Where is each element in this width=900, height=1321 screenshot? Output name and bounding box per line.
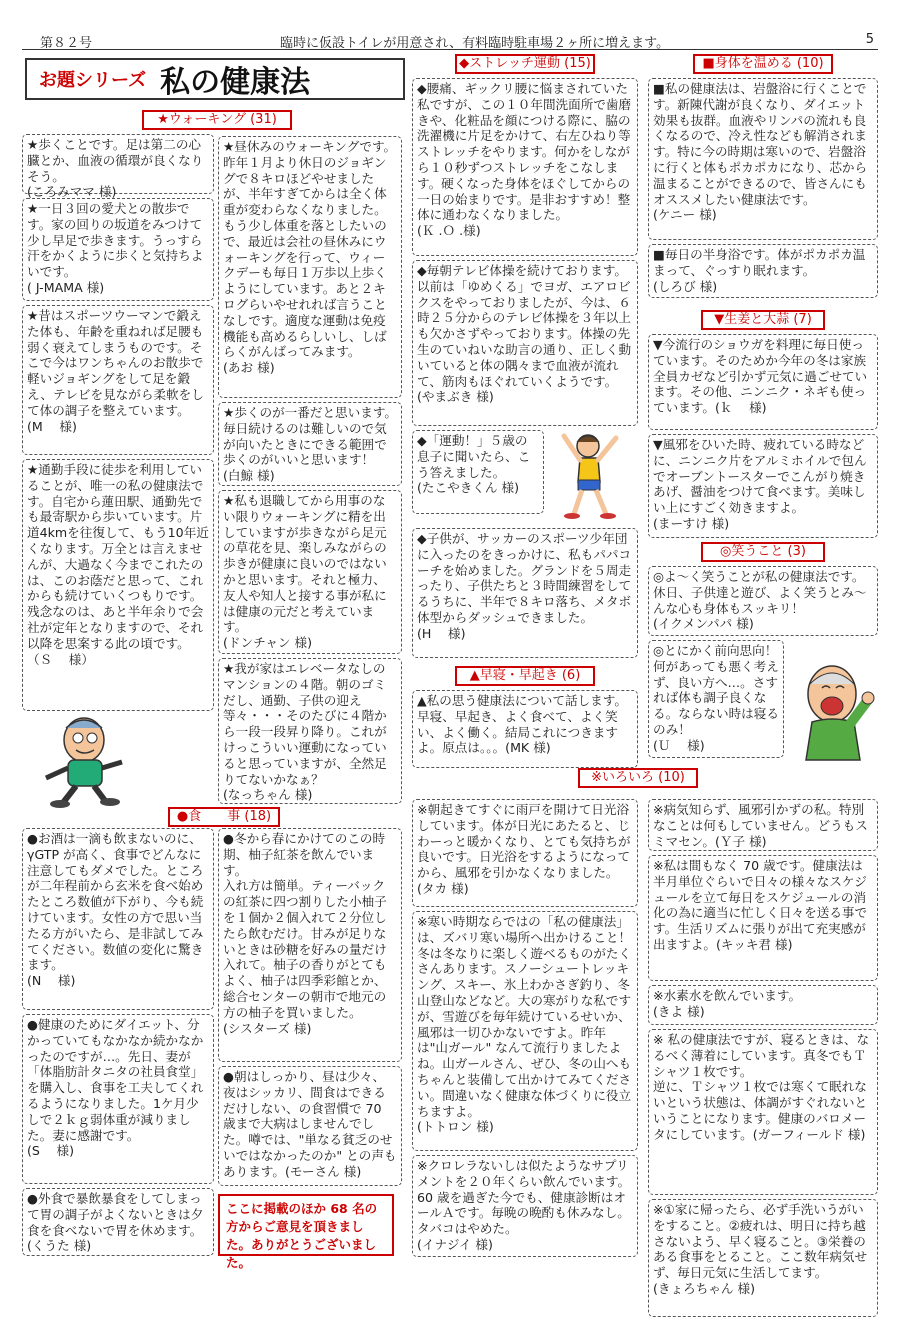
letter-box [648,1199,878,1317]
column-4 [648,54,878,762]
letter-box [22,305,214,455]
letter-text: ★私も退職してから用事のない限りウォーキングに精を出していますが歩きながら足元の草花を見、楽しみながらの歩きが健康に良いのではないかと思います。それと極力、友人や知人と接する事が私には健康の元だと考えています。 [223,493,387,635]
food-column-right [218,828,402,1190]
letter-box [218,658,402,804]
letter-box [412,430,544,514]
letter-text: ◆毎朝テレビ体操を続けております。以前は「ゆめくる」でヨガ、エアロビクスをやっておりましたが、今は、６時２５分からのテレビ体操を３年以上も欠かさずやっております。体操の先生のていねいな助言の通り、正しく動いていると体の隅々まで血液が流れて、筋肉もほぐれていくようです。 [417,263,632,389]
column-2 [218,136,402,808]
page-header [22,30,878,50]
letter-signature: (イクメンパパ 様) [653,616,754,632]
letter-box [412,78,638,256]
warm-heading: ■身体を温める (10) [693,54,833,74]
letter-signature: (あお 様) [223,360,275,376]
letter-box [218,402,402,486]
letter-signature: (トトロン 様) [417,1119,494,1135]
series-label: お題シリーズ [39,70,147,91]
laugh-heading: ◎笑うこと (3) [701,542,825,562]
letter-box [648,244,878,298]
letter-signature: (やまぶき 様) [417,389,494,405]
letter-signature: (まーすけ 様) [653,515,730,531]
letter-signature: (キッキ君 様) [715,936,793,952]
letter-box [218,490,402,654]
letter-text: ★歩くことです。足は第二の心臓とか、血液の循環が良くなりそう。 [27,137,204,184]
stretching-kid-illustration [550,430,630,520]
letter-text: ※寒い時期ならではの「私の健康法」は、ズバリ寒い場所へ出かけること！冬は冬なりに楽しく遊べるものがたくさんあります。スノーシュートレッキング、スキー、氷上わかさぎ釣り、冬山登山などなど。大の寒がりな私ですが、雪遊びを毎年続けているせいか、風邪は一切ひかないですよ。昨年は"山ガール" なんて流行りましたよね。山ガールさん、ぜひ、冬の山へもちゃんと装備して出かけてみてください。間違いなく健康な体づくりに役立ちますよ。 [417,914,632,1119]
letter-signature: (ケニー 様) [653,207,717,223]
letter-text: ●お酒は一滴も飲まないのに、γGTP が高く、食事でどんなに注意してもダメでした。ところが二年程前から玄米を食べ始めたところ数値が下がり、今も続けています。女性の方で思い当たる方がいたら、是非試してみてください。数値の変化に驚きます。 [27,831,204,973]
letter-text: ※①家に帰ったら、必ず手洗いうがいをすること。②疲れは、明日に持ち越さないよう、早く寝ること。③栄養のある食事をとること。ここ数年病気せず、毎日元気に生活してます。 [653,1202,868,1281]
column-3 [412,54,638,772]
page-title: 私の健康法 [160,65,311,100]
letter-text: ▲私の思う健康法について話します。早寝、早起き、よく食べて、よく笑い、よく働く。結局これにつきますよ。原点は。。。 [417,693,627,756]
letter-box [22,134,214,200]
letter-box [648,985,878,1025]
letter-text: ●健康のためにダイエット、分かっていてもなかなか続かなかったのですが…。先日、妻が「体脂肪計タニタの社員食堂」を購入し、食事を工夫してくれるようになりました。1ケ月少しで２ｋｇ弱体重が減りました。妻に感謝です。 [27,1017,204,1143]
letter-text: ●外食で暴飲暴食をしてしまって胃の調子がよくないときは夕食を食べないで胃を休めます。 [27,1191,204,1238]
letter-box [22,198,214,301]
letter-text: ◎とにかく前向思向！何があっても悪く考えず、良い方へ…。さすれば体も調子良くなる。ならない時は寝るのみ！ [653,643,779,737]
letter-box [648,434,878,538]
misc-column-right [648,799,878,1321]
letter-box [648,566,878,636]
letter-box [218,1066,402,1186]
misc-column-left [412,799,638,1261]
laughing-man-illustration [790,660,876,760]
notice-box: ここに掲載のほか 68 名の方からご意見を頂きました。ありがとうございました。 [218,1194,394,1256]
letter-signature: (S 様) [27,1143,75,1159]
letter-signature: (M 様) [27,418,77,434]
letter-box [412,1155,638,1257]
letter-box [218,828,402,1062]
letter-text: ▼風邪をひいた時、疲れている時などに、ニンニク片をアルミホイルで包んでオーブントースターでこんがり焼きあげ、醤油をつけて食べます。美味しい上にすごく効きますよ。 [653,437,867,516]
letter-text: ★一日３回の愛犬との散歩です。家の回りの坂道をみつけて少し早足で歩きます。うっすら汗をかくように歩くと気持ちよいです。 [27,201,204,280]
letter-box [22,1188,214,1256]
letter-box [648,640,784,758]
ginger-heading: ▼生姜と大蒜 (7) [701,310,825,330]
issue-number: 第８２号 [40,36,93,51]
letter-signature: (なっちゃん 様) [223,787,313,803]
letter-box [648,334,878,430]
letter-text: ◆子供が、サッカーのスポーツ少年団に入ったのをきっかけに、私もパパコーチを始めました。グランドを５周走ったり、子供たちと３時間練習をしてるうちに、半年で８キロ落ち、メタボ体型からダッシュできました。 [417,531,632,625]
header-notice: 臨時に仮設トイレが用意され、有料臨時駐車場２ヶ所に増えます。 [280,36,670,51]
letter-signature: (しろび 様) [653,278,718,294]
letter-text: ▼今流行のショウガを料理に毎日使っています。そのためか今年の冬は家族全員カゼなど引かず元気に過ごせています。その他、ニンニク・ネギも使っています。 [653,337,868,416]
letter-signature: (タカ 様) [417,880,469,896]
walking-heading: ★ウォーキング (31) [142,110,292,130]
misc-heading: ※いろいろ (10) [578,768,698,788]
walker-illustration [32,712,132,808]
letter-text: ※水素水を飲んでいます。 [653,988,802,1003]
letter-signature: (ころみママ 様) [27,184,117,200]
letter-box [648,855,878,981]
letter-box [22,1014,214,1184]
letter-box [412,690,638,768]
letter-text: ★昔はスポーツウーマンで鍛えた体も、年齢を重ねれば足腰も弱く衰えてしまうものです。そこで今はワンちゃんのお散歩で軽いジョギングをして足を鍛え、テレビを見ながら柔軟をして体の調子を整えています。 [27,308,204,418]
letter-signature: （Ｓ 様） [27,651,94,667]
letter-signature: (ガーフィールド 様) [752,1126,866,1142]
letter-signature: (白鯨 様) [223,468,275,484]
early-heading: ▲早寝・早起き (6) [455,666,595,686]
letter-signature: (Ｕ 様) [653,737,705,753]
letter-signature: (Ｙ子 様) [714,833,767,849]
letter-signature: (N 様) [27,973,76,989]
letter-text: ●冬から春にかけてのこの時期、柚子紅茶を飲んでいます。 入れ方は簡単。ティーバックの紅茶に四つ割りした小柚子を１個か２個入れて２分位したら飲むだけ。甘みが足りないときは砂糖を好みの量だけ入れて。柚子の香りがとてもよく、柚子は四季彩館とか、総合センターの朝市で地元の方の柚子を買いました。 [223,831,387,1020]
letter-signature: (シスターズ 様) [223,1020,312,1036]
letter-text: ※朝起きてすぐに雨戸を開けて日光浴しています。体が日光にあたると、じわーっと暖かくなり、とても気持ちが良いです。日光浴をするようになってから、風邪を引かなくなりました。 [417,802,631,881]
letter-box [22,459,214,711]
letter-signature: ( J-MAMA 様) [27,279,105,295]
letter-signature: (きよ 様) [653,1003,705,1019]
letter-text: ★通勤手段に徒歩を利用していることが、唯一の私の健康法です。自宅から蓮田駅、通勤先でも最寄駅から歩いています。片道4kmを往復して、もう10年近くなります。万全とは言えませんが、大過なく今までこれたのは、このお蔭だと思って、これからも続けていくつもりです。残念なのは、あと半年余りで会社が定年となりますので、それ以降を思案する此の頃です。 [27,462,209,651]
letter-text: ■毎日の半身浴です。体がポカポカ温まって、ぐっすり眠れます。 [653,247,866,278]
letter-text: ※私は間もなく 70 歳です。健康法は半月単位ぐらいで日々の様々なスケジュールを立て毎日をスケジュールの消化の為に適当に忙しく日々を送る事です。生活リズムに張りが出て充実感が出ますよ。 [653,858,868,952]
food-heading: ●食 事 (18) [168,807,280,827]
letter-signature: (Ｋ .Ｏ .様) [417,223,481,239]
letter-signature: (きょろちゃん 様) [653,1280,755,1296]
letter-text: ◆腰痛、ギックリ腰に悩まされていた私ですが、この１０年間洗面所で歯磨きや、化粧品を顔につける際に、脇の洗濯機に片足をかけて、右左ひねり等ストレッチをやります。何かをしながら１０秒ずつストレッチをこなします。硬くなった身体をほぐしてからの一日の始まりです。是非おすすめ！整体に通わなくなりました。 [417,81,632,223]
letter-text: ●朝はしっかり、昼は少々、夜はシッカリ、間食はできるだけしない、の食習慣で 70 歳まで大病はしませんでした。噂では、"単なる貧乏のせいではなかったのか" との声もあります。 [223,1069,397,1179]
page-number: 5 [865,32,874,47]
food-column-left [22,828,214,1260]
letter-box [218,136,402,398]
letter-signature: (くうた 様) [27,1238,92,1254]
letter-text: ★昼休みのウォーキングです。昨年１月より休日のジョギングで８キロほどやせましたが、半年すぎてからは全く体重が変わらなくなりました。もう少し体重を落としたいので、最近は会社の昼休みにウォーキングを行って、ウィークデーも毎日１万歩以上歩くようにしています。あと２キログらいやせれれば言うことなしです。適度な運動は免疫機能も高めるらしいし、しばらくがんばってみます。 [223,139,397,360]
stretch-heading: ◆ストレッチ運動 (15) [455,54,595,74]
letter-box [22,828,214,1010]
letter-text: ※クロレラないしは似たようなサプリメントを２０年くらい飲んでいます。60 歳を過ぎた今でも、健康診断はオールＡです。毎晩の晩酌も休みなし。タバコはやめた。 [417,1158,631,1237]
letter-box [412,528,638,658]
letter-signature: (ｋ 様) [714,400,767,416]
letter-text: ■私の健康法は、岩盤浴に行くことです。新陳代謝が良くなり、ダイエット効果も抜群。血液やリンパの流れも良くなるので、冷え性なども解消されます。特に今の時期は寒いので、岩盤浴に行くと体もポカポカになり、芯から温まることができるので、皆さんにもオススメしたい健康法です。 [653,81,868,207]
letter-text: ★歩くのが一番だと思います。毎日続けるのは難しいので気が向いたときにできる範囲で歩くのがいいと思います！ [223,405,398,468]
series-title [25,58,405,100]
letter-box [648,78,878,240]
letter-text: ◆「運動！」５歳の息子に聞いたら、こう答えました。 [417,433,531,480]
letter-box [412,911,638,1151]
letter-box [648,1029,878,1195]
letter-text: ★我が家はエレベータなしのマンションの４階。朝のゴミだし、通勤、子供の迎え等々・・・そのたびに４階から一段一段昇り降り。これがけっこういい運動になっていると思っていますが、全然足りてないかなぁ？ [223,661,387,787]
letter-signature: (イナジイ 様) [417,1236,493,1252]
letter-text: ※ 私の健康法ですが、寝るときは、なるべく薄着にしています。真冬でもＴシャツ１枚です。 逆に、Ｔシャツ１枚では寒くて眠れないという状態は、体調がすぐれないということになります。健康のバロメータにしています。 [653,1032,870,1142]
letter-text: ※病気知らず、風邪引かずの私。特別なことは何もしていません。どうもスミマセン。 [653,802,868,849]
letter-signature: (モーさん 様) [284,1163,362,1179]
letter-box [412,799,638,907]
letter-box [648,799,878,851]
letter-text: ◎よ～く笑うことが私の健康法です。休日、子供達と遊び、よく笑うとみ～んな心も身体もスッキリ！ [653,569,867,616]
letter-box [412,260,638,426]
letter-signature: (MK 様) [505,740,551,756]
letter-signature: (ドンチャン 様) [223,635,313,651]
letter-signature: (たこやきくん 様) [417,480,519,496]
letter-signature: (H 様) [417,625,466,641]
